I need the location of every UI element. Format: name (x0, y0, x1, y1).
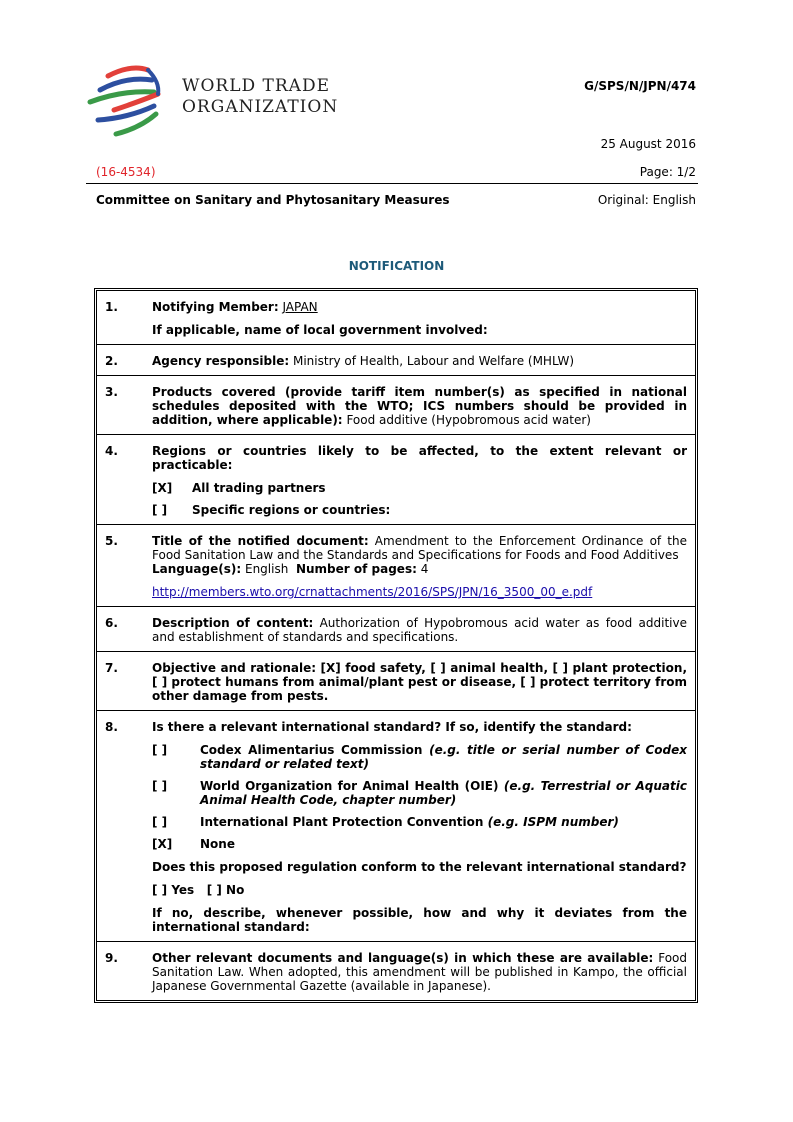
item-label: Products covered (provide tariff item number(s) as specified in national schedules deposited with the WTO; ICS numbers should be provided in addition, where applicable): (152, 385, 687, 427)
item-label: Is there a relevant international standard? If so, identify the standard: (152, 720, 632, 734)
item-number: 2. (105, 354, 118, 368)
document-symbol: G/SPS/N/JPN/474 (584, 79, 696, 93)
conform-question: Does this proposed regulation conform to the relevant international standard? (152, 860, 687, 874)
checkbox-checked: [X] (152, 837, 173, 851)
language-label: Language(s): (152, 562, 242, 576)
committee-name: Committee on Sanitary and Phytosanitary Measures (96, 193, 450, 207)
item-number: 1. (105, 300, 118, 314)
option-codex: [ ] Codex Alimentarius Commission (e.g. title or serial number of Codex standard or related text) (152, 743, 688, 771)
item-label: Title of the notified document: (152, 534, 369, 548)
other-documents-value: Food Sanitation Law. When adopted, this amendment will be published in Kampo, the official Japanese Governmental Gazette (available in Japanese). (152, 951, 687, 993)
option-oie: [ ] World Organization for Animal Health (OIE) (e.g. Terrestrial or Aquatic Animal Health Code, chapter number) (152, 779, 687, 807)
item-label: Regions or countries likely to be affected, to the extent relevant or practicable: (152, 444, 687, 472)
table-row-3 (97, 376, 695, 435)
checkbox-unchecked: [ ] (152, 503, 168, 517)
item-label: Description of content: (152, 616, 314, 630)
item-number: 3. (105, 385, 118, 399)
item-number: 7. (105, 661, 118, 675)
option-specific-regions: [ ] Specific regions or countries: (152, 503, 391, 517)
item-number: 6. (105, 616, 118, 630)
checkbox-unchecked: [ ] (152, 779, 168, 793)
yes-no-options: [ ] Yes [ ] No (152, 883, 245, 897)
wto-globe-icon (86, 62, 176, 142)
table-row-6 (97, 607, 695, 652)
pages-value: 4 (420, 562, 429, 576)
table-row-1 (97, 291, 695, 345)
option-none: [X] None (152, 837, 235, 851)
document-link[interactable]: http://members.wto.org/crnattachments/2016/SPS/JPN/16_3500_00_e.pdf (152, 585, 593, 599)
objective-rationale: Objective and rationale: [X] food safety, [ ] animal health, [ ] plant protection, [ ] protect humans from animal/plant pest or disease, [ ] protect territory from other damage from pests. (152, 661, 687, 703)
table-row-7 (97, 652, 695, 711)
item-label: Other relevant documents and language(s) in which these are available: (152, 951, 654, 965)
checkbox-unchecked: [ ] (152, 815, 168, 829)
original-language: Original: English (597, 193, 696, 207)
item-label: Notifying Member: (152, 300, 279, 314)
item-number: 8. (105, 720, 118, 734)
agency-value: Ministry of Health, Labour and Welfare (MHLW) (292, 354, 575, 368)
option-ippc: [ ] International Plant Protection Convention (e.g. ISPM number) (152, 815, 619, 829)
pages-label: Number of pages: (295, 562, 417, 576)
description-value: Authorization of Hypobromous acid water as food additive and establishment of standards and specifications. (152, 616, 687, 644)
document-title-value: Amendment to the Enforcement Ordinance of the Food Sanitation Law and the Standards and Specifications for Foods and Food Additives (152, 534, 687, 562)
deviate-question: If no, describe, whenever possible, how and why it deviates from the international standard: (152, 906, 687, 934)
item-label: Agency responsible: (152, 354, 290, 368)
local-government-label: If applicable, name of local government involved: (152, 323, 488, 337)
page-number: Page: 1/2 (639, 165, 696, 179)
checkbox-checked: [X] (152, 481, 173, 495)
products-value: Food additive (Hypobromous acid water) (346, 413, 591, 427)
notification-table (94, 288, 698, 1003)
document-reference: (16-4534) (96, 165, 156, 179)
table-row-5 (97, 525, 695, 607)
table-row-8 (97, 711, 695, 942)
option-all-trading-partners: [X] All trading partners (152, 481, 326, 495)
document-date: 25 August 2016 (600, 137, 696, 151)
checkbox-unchecked: [ ] (152, 743, 168, 757)
item-number: 9. (105, 951, 118, 965)
org-name: WORLD TRADE ORGANIZATION (182, 76, 339, 117)
table-row-2 (97, 345, 695, 376)
item-number: 4. (105, 444, 118, 458)
table-row-4 (97, 435, 695, 525)
table-row-9 (97, 942, 695, 1000)
page-title: NOTIFICATION (348, 259, 445, 273)
header-divider (86, 183, 698, 184)
language-value: English (244, 562, 289, 576)
wto-logo (86, 62, 356, 142)
notifying-member-value: JAPAN (282, 300, 318, 314)
item-number: 5. (105, 534, 118, 548)
